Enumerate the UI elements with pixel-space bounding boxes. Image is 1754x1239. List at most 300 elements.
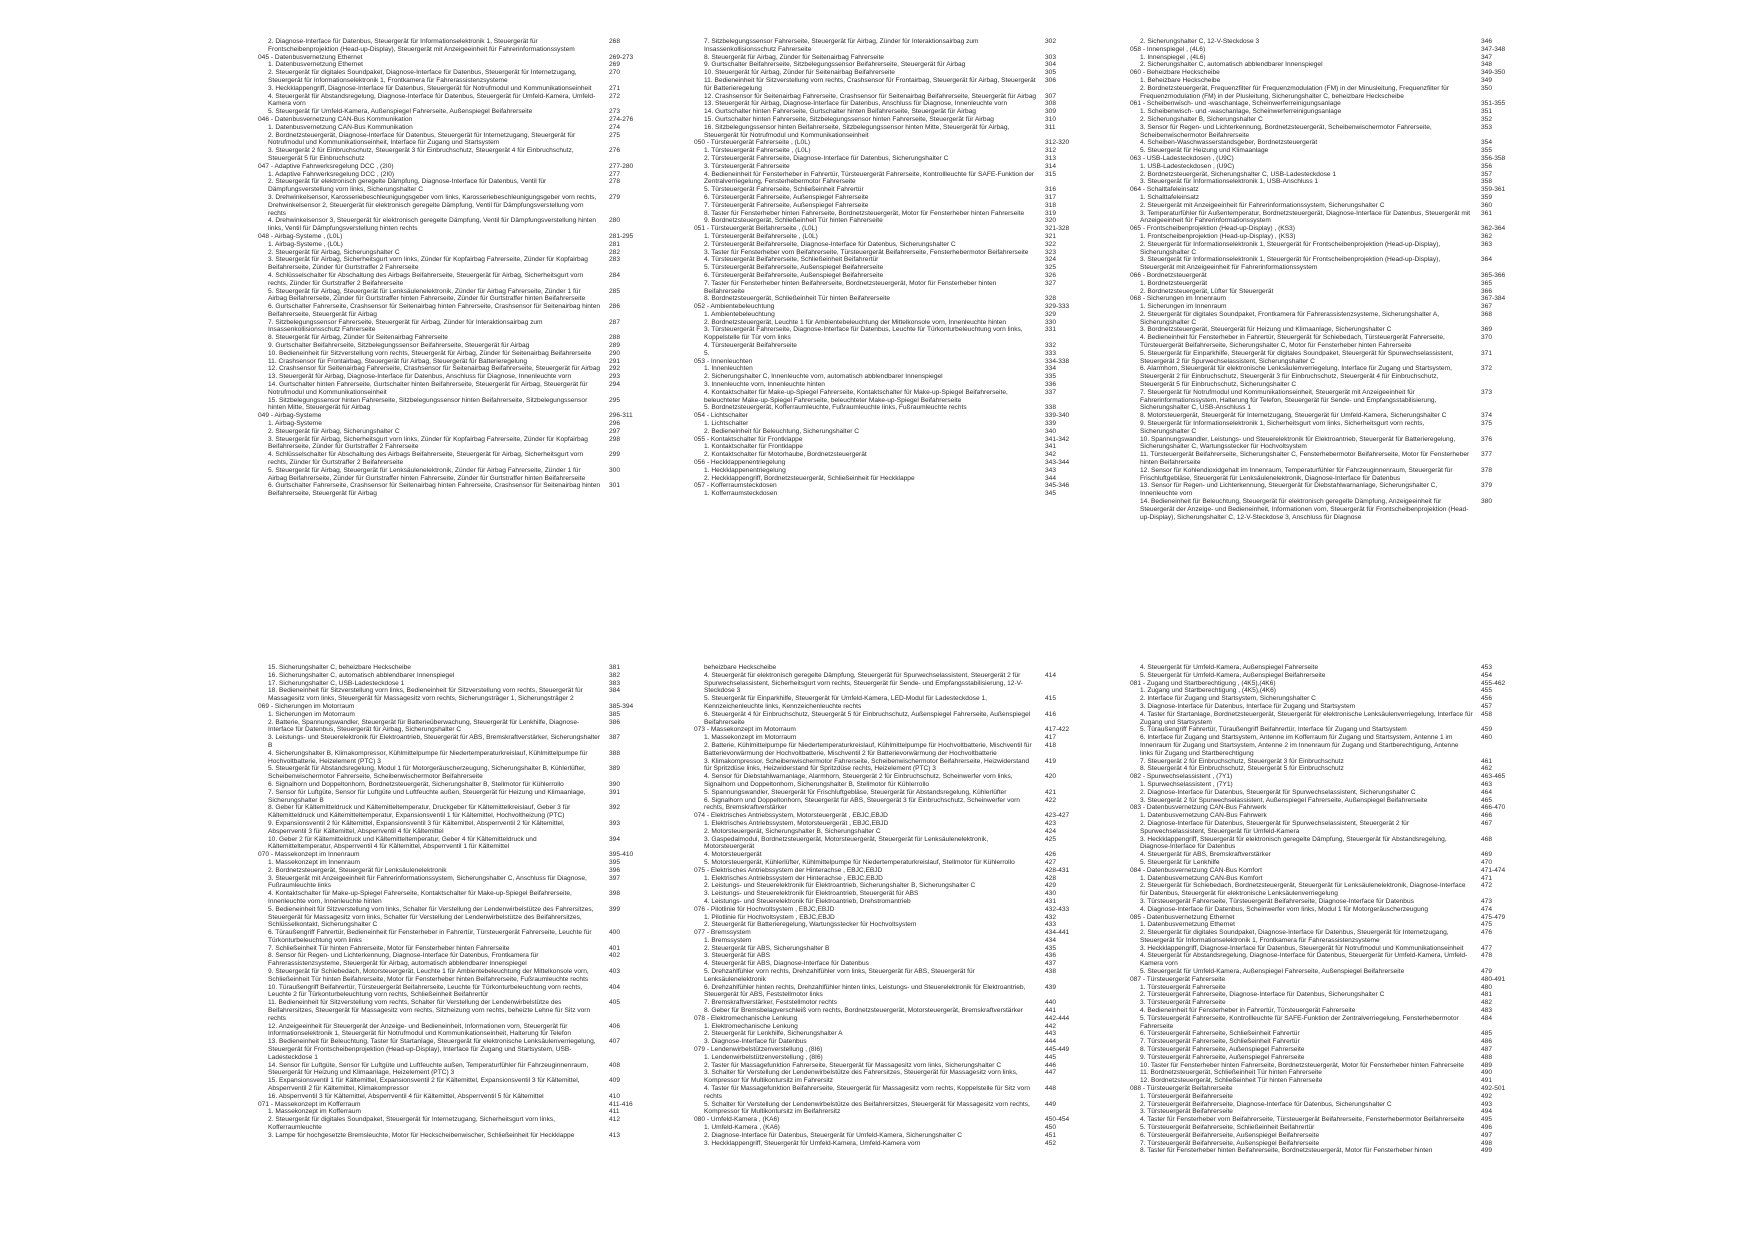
index-entry	[258, 945, 653, 953]
entry-page-number: 460	[1481, 734, 1493, 742]
entry-page-number: 428	[1045, 874, 1057, 882]
entry-page-number: 486	[1481, 1038, 1493, 1046]
index-entry	[694, 960, 1089, 968]
entry-title: 7. Türsteuergerät Fahrerseite, Schließeinheit Fahrertür	[1140, 1038, 1300, 1046]
index-entry	[258, 1093, 653, 1101]
entry-page-number: 463-465	[1481, 773, 1506, 781]
index-section-heading	[694, 1015, 1089, 1023]
index-entry	[694, 202, 1089, 210]
entry-title: 4. Taster für Fensterheber vorn Beifahrerseite, Türsteuergerät Beifahrerseite, Fensterhebermotor Beifahrerseite	[1140, 1116, 1465, 1124]
index-entry	[694, 758, 1089, 774]
index-entry	[694, 1023, 1089, 1031]
entry-page-number: 478	[1481, 952, 1493, 960]
entry-title: 3. Steuergerät für ABS	[704, 952, 770, 960]
index-section-heading	[1130, 976, 1525, 984]
entry-title: 13. Bedieneinheit für Beleuchtung, Taster für Startanlage, Steuergerät für elektronische Lenksäulenverriegelung, Steuergerät für Frontscheibenprojektion (Head-up-Display), Interface für Zugang und Startsystem, USB-Ladesteckdose 1	[268, 1038, 596, 1061]
entry-page-number: 420	[1045, 773, 1057, 781]
index-entry	[694, 851, 1089, 859]
index-entry	[694, 1140, 1089, 1148]
entry-title: 1. Türsteuergerät Beifahrerseite , (L0L)	[704, 232, 818, 240]
entry-title: 6. Türsteuergerät Fahrerseite, Außenspiegel Fahrerseite	[704, 193, 869, 201]
index-entry	[694, 921, 1089, 929]
index-entry	[694, 210, 1089, 218]
entry-page-number: 401	[609, 944, 621, 952]
entry-page-number: 268	[609, 38, 621, 45]
index-entry	[258, 1132, 653, 1140]
entry-title: 16. Sicherungshalter C, automatisch abblendbarer Innenspiegel	[268, 671, 455, 679]
index-entry	[258, 804, 653, 820]
index-entry	[258, 680, 653, 688]
entry-title: 6. Signalhorn und Doppeltonhorn, Bordnetzsteuergerät, Sicherungshalter B, Stellmotor für Kühlerrollo	[268, 780, 564, 788]
index-entry	[694, 711, 1089, 727]
entry-title: 1. Massekonzept im Motorraum	[704, 734, 797, 742]
entry-title: 056 - Heckklappenentriegelung	[694, 459, 786, 467]
entry-title: 5. Spannungswandler, Steuergerät für Frischluftgebläse, Steuergerät für Abstandsregelung, Kühlerlüfter	[704, 788, 1007, 796]
index-entry	[1130, 241, 1525, 257]
entry-page-number: 285	[609, 287, 621, 295]
entry-page-number: 350	[1481, 84, 1493, 92]
index-entry	[1130, 1147, 1525, 1155]
index-entry	[258, 789, 653, 805]
index-entry	[1130, 1124, 1525, 1132]
entry-page-number: 499	[1481, 1147, 1493, 1155]
index-section-heading	[1130, 155, 1525, 163]
index-entry	[1130, 1062, 1525, 1070]
entry-page-number: 389	[609, 765, 621, 773]
index-section-heading	[258, 851, 653, 859]
entry-page-number: 351	[1481, 108, 1493, 116]
entry-title: 4. Scheiben-Waschwasserstandsgeber, Bordnetzsteuergerät	[1140, 139, 1318, 147]
entry-page-number: 393	[609, 819, 621, 827]
entry-title: 1. Zugang und Startberechtigung , (4K5),(4K6)	[1140, 687, 1276, 695]
index-entry	[1130, 124, 1525, 140]
index-entry	[258, 397, 653, 413]
index-entry	[694, 38, 1089, 54]
index-entry	[694, 100, 1089, 108]
entry-page-number: 300	[609, 466, 621, 474]
entry-title: 2. Steuergerät für Schiebedach, Bordnetzsteuergerät, Steuergerät für Lenksäulenelektronik, Diagnose-Interface für Datenbus, Steuergerät für elektronische Lenksäulenverriegelung	[1140, 882, 1466, 898]
entry-page-number: 496	[1481, 1124, 1493, 1132]
index-entry	[1130, 194, 1525, 202]
entry-page-number: 452	[1045, 1139, 1057, 1147]
entry-page-number: 343-344	[1045, 459, 1070, 467]
entry-title: 3. Steuergerät für Airbag, Sicherheitsgurt vorn links, Zünder für Kopfairbag Fahrerseite, Zünder für Kopfairbag Beifahrerseite, Zünder für Gurtstraffer 2 Fahrerseite	[268, 435, 588, 451]
entry-page-number: 369	[1481, 326, 1493, 334]
index-entry	[258, 436, 653, 452]
index-entry	[258, 734, 653, 750]
entry-title: 13. Steuergerät für Airbag, Diagnose-Interface für Datenbus, Anschluss für Diagnose, Innenleuchte vorn	[704, 100, 1008, 108]
entry-page-number: 437	[1045, 960, 1057, 968]
entry-title: 4. Steuergerät für ABS, Bremskraftverstärker	[1140, 851, 1271, 859]
entry-page-number: 433	[1045, 921, 1057, 929]
entry-title: 073 - Massekonzept im Motorraum	[694, 726, 796, 734]
entry-title: 7. Türsteuergerät Fahrerseite, Außenspiegel Fahrerseite	[704, 201, 869, 209]
entry-title: 2. Bordnetzsteuergerät, Leuchte 1 für Ambientebeleuchtung der Mittelkonsole vorn, Innenleuchte hinten	[704, 318, 1007, 326]
entry-page-number: 338	[1045, 404, 1057, 412]
entry-page-number: 404	[609, 983, 621, 991]
index-entry	[1130, 968, 1525, 976]
entry-page-number: 388	[609, 749, 621, 757]
entry-page-number: 473	[1481, 897, 1493, 905]
index-entry	[694, 163, 1089, 171]
entry-page-number: 458	[1481, 710, 1493, 718]
index-entry	[1130, 303, 1525, 311]
entry-page-number: 327	[1045, 279, 1057, 287]
entry-page-number: 275	[609, 131, 621, 139]
entry-title: 1. Elektromechanische Lenkung	[704, 1022, 798, 1030]
entry-title: 2. Türsteuergerät Beifahrerseite, Diagnose-Interface für Datenbus, Sicherungshalter C	[1140, 1100, 1392, 1108]
entry-title: 2. Batterie, Kühlmittelpumpe für Niedertemperaturkreislauf, Kühlmittelpumpe für Hochvoltbatterie, Mischventil für Batterievorwärmung der Hochvoltbatterie, Mischventil 2 für Batterievorwärmung der Hochvoltbatterie	[704, 741, 1032, 757]
entry-title: 8. Bordnetzsteuergerät, Schließeinheit Tür hinten Beifahrerseite	[704, 295, 891, 303]
entry-title: 2. Batterie, Spannungswandler, Steuergerät für Batterieüberwachung, Steuergerät für Lenkhilfe, Diagnose-Interface für Datenbus, Steuergerät für Airbag, Sicherungshalter C	[268, 718, 580, 734]
index-entry	[258, 132, 653, 148]
index-entry	[258, 952, 653, 968]
entry-page-number: 276	[609, 147, 621, 155]
index-entry	[694, 968, 1089, 984]
entry-title: 4. Türsteuergerät Beifahrerseite, Schließeinheit Beifahrertür	[704, 256, 879, 264]
entry-title: 6. Steuergerät 4 für Einbruchschutz, Steuergerät 5 für Einbruchschutz, Außenspiegel Fahrerseite, Außenspiegel Beifahrerseite	[704, 710, 1031, 726]
index-column-3	[1130, 38, 1525, 521]
entry-page-number: 356-358	[1481, 154, 1506, 162]
entry-page-number: 409	[609, 1077, 621, 1085]
entry-page-number: 429	[1045, 882, 1057, 890]
entry-page-number: 345	[1045, 490, 1057, 498]
index-column-2	[694, 664, 1089, 1147]
index-entry	[258, 859, 653, 867]
index-entry	[694, 241, 1089, 249]
index-section-heading	[694, 929, 1089, 937]
entry-page-number: 301	[609, 482, 621, 490]
index-entry	[694, 1085, 1089, 1101]
entry-title: 8. Steuergerät 4 für Einbruchschutz, Steuergerät 5 für Einbruchschutz	[1140, 765, 1344, 773]
entry-title: 10. Bedieneinheit für Sitzverstellung vorn rechts, Steuergerät für Airbag, Zünder für Seitenairbag Beifahrerseite	[268, 349, 592, 357]
entry-page-number: 348	[1481, 61, 1493, 69]
entry-title: 063 - USB-Ladesteckdosen , (U9C)	[1130, 154, 1234, 162]
index-entry	[1130, 1054, 1525, 1062]
entry-title: 2. Motorsteuergerät, Sicherungshalter B, Sicherungshalter C	[704, 827, 881, 835]
index-entry	[1130, 672, 1525, 680]
entry-page-number: 444	[1045, 1038, 1057, 1046]
entry-page-number: 422	[1045, 796, 1057, 804]
index-entry	[1130, 703, 1525, 711]
entry-page-number: 273	[609, 108, 621, 116]
entry-title: 5. Steuergerät für Umfeld-Kamera, Außenspiegel Beifahrerseite	[1140, 671, 1326, 679]
entry-title: 8. Türsteuergerät Fahrerseite, Außenspiegel Fahrerseite	[1140, 1046, 1305, 1054]
index-section-heading	[694, 358, 1089, 366]
entry-page-number: 405	[609, 999, 621, 1007]
entry-page-number: 485	[1481, 1030, 1493, 1038]
index-section-heading	[258, 412, 653, 420]
index-entry	[258, 968, 653, 984]
index-entry	[1130, 467, 1525, 483]
entry-page-number: 471-474	[1481, 866, 1506, 874]
entry-title: 3. Diagnose-Interface für Datenbus, Interface für Zugang und Startsystem	[1140, 702, 1356, 710]
entry-page-number: 314	[1045, 162, 1057, 170]
entry-title: 2. Leistungs- und Steuerelektronik für Elektroantrieb, Sicherungshalter B, Sicherungshalter C	[704, 882, 976, 890]
entry-page-number: 326	[1045, 271, 1057, 279]
entry-title: 5. Steuergerät für Umfeld-Kamera, Außenspiegel Fahrerseite, Außenspiegel Beifahrerseite	[268, 108, 533, 116]
index-entry	[694, 373, 1089, 381]
entry-title: 3. Leistungs- und Steuerelektronik für Elektroantrieb, Steuergerät für ABS, Bremskraftverstärker, Sicherungshalter B	[268, 734, 601, 749]
entry-page-number: 346	[1481, 38, 1493, 45]
entry-title: 1. Schalttafeleinsatz	[1140, 193, 1200, 201]
index-entry	[694, 789, 1089, 797]
entry-page-number: 372	[1481, 365, 1493, 373]
entry-page-number: 378	[1481, 466, 1493, 474]
entry-page-number: 313	[1045, 154, 1057, 162]
entry-page-number: 359-361	[1481, 186, 1506, 194]
index-entry	[1130, 54, 1525, 62]
entry-title: 4. Kontaktschalter für Make-up-Spiegel Fahrerseite, Kontaktschalter für Make-up-Spiegel Beifahrerseite, Innenleuchte vorn, Innenleuchte hinten	[268, 890, 572, 905]
index-entry	[1130, 280, 1525, 288]
entry-title: 13. Sensor für Regen- und Lichterkennung, Steuergerät für Diebstahlwarnanlage, Sicherungshalter C, Innenleuchte vorn	[1140, 482, 1438, 498]
entry-page-number: 430	[1045, 890, 1057, 898]
entry-title: 1. Türsteuergerät Beifahrerseite	[1140, 1092, 1233, 1100]
entry-page-number: 466	[1481, 812, 1493, 820]
index-entry	[694, 116, 1089, 124]
index-entry	[258, 350, 653, 358]
entry-title: 081 - Zugang und Startberechtigung , (4K5),(4K6)	[1130, 679, 1276, 687]
entry-page-number: 400	[609, 929, 621, 937]
index-entry	[258, 194, 653, 217]
entry-title: 3. Heckklappengriff, Steuergerät für elektronisch geregelte Dämpfung, Steuergerät für Abstandsregelung, Diagnose-Interface für Datenbus	[1140, 835, 1447, 851]
entry-page-number: 385	[609, 710, 621, 718]
entry-page-number: 497	[1481, 1131, 1493, 1139]
index-entry	[258, 85, 653, 93]
entry-page-number: 494	[1481, 1108, 1493, 1116]
index-entry	[258, 319, 653, 335]
entry-title: 080 - Umfeld-Kamera , (KA6)	[694, 1116, 780, 1124]
entry-page-number: 385-394	[609, 702, 634, 710]
index-entry	[694, 875, 1089, 883]
index-entry	[258, 108, 653, 116]
entry-page-number: 363	[1481, 240, 1493, 248]
entry-page-number: 286	[609, 303, 621, 311]
index-entry	[694, 820, 1089, 828]
entry-page-number: 435	[1045, 944, 1057, 952]
index-entry	[258, 420, 653, 428]
entry-title: 2. Diagnose-Interface für Datenbus, Steuergerät für Spurwechselassistent, Sicherungshalter C	[1140, 788, 1416, 796]
entry-title: 3. Türsteuergerät Fahrerseite	[1140, 999, 1226, 1007]
entry-title: 8. Steuergerät für Airbag, Zünder für Seitenairbag Fahrerseite	[268, 334, 448, 342]
entry-page-number: 477	[1481, 944, 1493, 952]
entry-page-number: 416	[1045, 710, 1057, 718]
entry-title: 7. Sitzbelegungssensor Fahrerseite, Steuergerät für Airbag, Zünder für Interaktionsairbag zum Insassenkollisionsschutz Fahrerseite	[268, 318, 543, 334]
index-entry	[694, 54, 1089, 62]
entry-page-number: 465	[1481, 796, 1493, 804]
entry-page-number: 468	[1481, 835, 1493, 843]
entry-page-number: 331	[1045, 326, 1057, 334]
entry-title: 050 - Türsteuergerät Fahrerseite , (L0L)	[694, 139, 811, 147]
entry-title: 3. Heckklappengriff, Diagnose-Interface für Datenbus, Steuergerät für Notrufmodul und Kommunikationseinheit	[1140, 944, 1464, 952]
entry-title: 2. Steuergerät für Lenkhilfe, Sicherungshalter A	[704, 1030, 843, 1038]
entry-page-number: 341-342	[1045, 435, 1070, 443]
entry-page-number: 367	[1481, 303, 1493, 311]
entry-page-number: 359	[1481, 193, 1493, 201]
entry-title: 7. Schließeinheit Tür hinten Fahrerseite, Motor für Fensterheber hinten Fahrerseite	[268, 944, 510, 952]
entry-page-number: 391	[609, 788, 621, 796]
index-entry	[694, 1124, 1089, 1132]
index-section-heading	[258, 54, 653, 62]
index-entry	[1130, 1038, 1525, 1046]
entry-title: 3. Türsteuergerät Fahrerseite, Türsteuergerät Beifahrerseite, Diagnose-Interface für Datenbus	[1140, 897, 1414, 905]
entry-title: 2. Bedieneinheit für Beleuchtung, Sicherungshalter C	[704, 427, 860, 435]
entry-title: 076 - Pilotlinie für Hochvoltsystem , EBJC,EBJD	[694, 905, 835, 913]
entry-title: 1. Innenleuchten	[704, 365, 753, 373]
index-entry	[1130, 108, 1525, 116]
entry-page-number: 459	[1481, 726, 1493, 734]
entry-page-number: 431	[1045, 897, 1057, 905]
index-entry	[258, 249, 653, 257]
entry-title: 5. Steuergerät für Lenkhilfe	[1140, 858, 1220, 866]
entry-page-number: 461	[1481, 757, 1493, 765]
entry-title: 2. Steuergerät für digitales Soundpaket, Steuergerät für Internetzugang, Sicherheitsgurt vorn links, Kofferraumleuchte	[268, 1116, 555, 1132]
entry-title: 4. Sicherungshalter B, Klimakompressor, Kühlmittelpumpe für Niedertemperaturkreislauf, Kühlmittelpumpe für Hochvoltbatterie, Heizelement (PTC) 3	[268, 749, 588, 765]
entry-page-number: 482	[1481, 999, 1493, 1007]
entry-title: 6. Türaußengriff Fahrertür, Bedieneinheit für Fensterheber in Fahrertür, Türsteuergerät Fahrerseite, Leuchte für Türkonturbeleuchtung vorn links	[268, 929, 592, 944]
entry-page-number: 448	[1045, 1085, 1057, 1093]
entry-page-number: 302	[1045, 38, 1057, 45]
entry-page-number: 456	[1481, 695, 1493, 703]
entry-title: 2. Bordnetzsteuergerät, Diagnose-Interface für Datenbus, Steuergerät für Internetzugang, Steuergerät für Notrufmodul und Kommunikationseinheit, Interface für Zugang und Startsystem	[268, 131, 576, 147]
entry-title: 6. Gurtschalter Fahrerseite, Crashsensor für Seitenairbag hinten Fahrerseite, Crashsensor für Seitenairbag hinten Beifahrerseite, Steuergerät für Airbag	[268, 482, 601, 498]
entry-page-number: 345-346	[1045, 482, 1070, 490]
entry-title: beheizbare Heckscheibe	[704, 664, 777, 671]
entry-title: 7. Steuergerät 2 für Einbruchschutz, Steuergerät 3 für Einbruchschutz	[1140, 757, 1344, 765]
entry-page-number: 454	[1481, 671, 1493, 679]
entry-page-number: 434	[1045, 936, 1057, 944]
entry-page-number: 493	[1481, 1100, 1493, 1108]
entry-page-number: 322	[1045, 240, 1057, 248]
index-entry	[1130, 875, 1525, 883]
entry-title: 3. Steuergerät für Airbag, Sicherheitsgurt vorn links, Zünder für Kopfairbag Fahrerseite, Zünder für Kopfairbag Beifahrerseite, Zünder für Gurtstraffer 2 Fahrerseite	[268, 256, 588, 272]
entry-title: 8. Geber für Bremsbelagverschleiß vorn rechts, Bordnetzsteuergerät, Motorsteuergerät, Bremskraftverstärker	[704, 1007, 1023, 1015]
entry-title: 1. Innenspiegel , (4L6)	[1140, 53, 1206, 61]
entry-title: 2. Steuergerät für digitales Soundpaket, Frontkamera für Fahrerassistenzsysteme, Sicherungshalter A, Sicherungshalter C	[1140, 310, 1440, 326]
index-entry	[258, 664, 653, 672]
entry-page-number: 423	[1045, 819, 1057, 827]
entry-title: 074 - Elektrisches Antriebssystem, Motorsteuergerät , EBJC,EBJD	[694, 812, 888, 820]
entry-page-number: 491	[1481, 1077, 1493, 1085]
entry-page-number: 417-422	[1045, 726, 1070, 734]
entry-page-number: 296-311	[609, 412, 633, 420]
entry-page-number: 408	[609, 1061, 621, 1069]
index-entry	[694, 859, 1089, 867]
index-entry	[1130, 921, 1525, 929]
entry-title: 4. Steuergerät für Abstandsregelung, Diagnose-Interface für Datenbus, Steuergerät für Umfeld-Kamera, Umfeld-Kamera vorn	[1140, 952, 1468, 968]
entry-title: 3. Lampe für hochgesetzte Bremsleuchte, Motor für Heckscheibenwischer, Schließeinheit für Heckklappe	[268, 1131, 575, 1139]
entry-title: 1. Bordnetzsteuergerät	[1140, 279, 1208, 287]
entry-page-number: 308	[1045, 100, 1057, 108]
entry-page-number: 320	[1045, 217, 1057, 225]
index-entry	[1130, 482, 1525, 498]
entry-title: 4. Schlüsselschalter für Abschaltung des Airbags Beifahrerseite, Steuergerät für Airbag, Sicherheitsgurt vorn rechts, Zünder für Gurtstraffer 2 Beifahrerseite	[268, 451, 584, 467]
entry-page-number: 406	[609, 1022, 621, 1030]
index-entry	[1130, 233, 1525, 241]
entry-page-number: 474	[1481, 905, 1493, 913]
index-section-heading	[1130, 804, 1525, 812]
entry-page-number: 443	[1045, 1030, 1057, 1038]
entry-title: 12. Bordnetzsteuergerät, Schließeinheit Tür hinten Fahrerseite	[1140, 1077, 1323, 1085]
entry-page-number: 446	[1045, 1061, 1057, 1069]
entry-page-number: 472	[1481, 882, 1493, 890]
entry-page-number: 492-501	[1481, 1085, 1506, 1093]
index-entry	[1130, 116, 1525, 124]
entry-title: 6. Signalhorn und Doppeltonhorn, Steuergerät für ABS, Steuergerät 3 für Einbruchschutz, Scheinwerfer vorn rechts, Bremskraftverstärker	[704, 796, 1020, 812]
entry-page-number: 469	[1481, 851, 1493, 859]
index-entry	[694, 984, 1089, 1000]
index-entry	[694, 108, 1089, 116]
entry-page-number: 293	[609, 373, 621, 381]
index-section-heading	[694, 906, 1089, 914]
index-entry	[1130, 436, 1525, 452]
index-entry	[258, 69, 653, 85]
entry-title: 10. Spannungswandler, Leistungs- und Steuerelektronik für Elektroantrieb, Steuergerät für Batterieregelung, Sicherungshalter C, Wartungsstecker für Hochvoltsystem	[1140, 435, 1456, 451]
entry-title: 5. Türsteuergerät Fahrerseite, Schließeinheit Fahrertür	[704, 186, 864, 194]
index-entry	[694, 937, 1089, 945]
entry-page-number: 305	[1045, 69, 1057, 77]
entry-page-number: 330	[1045, 318, 1057, 326]
entry-title: 5. Steuergerät für Airbag, Steuergerät für Lenksäulenelektronik, Zünder für Airbag Fahrerseite, Zünder 1 für Airbag Beifahrerseite, Zünder für Gurtstraffer hinten Fahrerseite, Zünder für Gurtstraffer hinten Beifahrerseite	[268, 287, 586, 303]
entry-page-number: 329-333	[1045, 303, 1070, 311]
entry-page-number: 282	[609, 248, 621, 256]
entry-page-number: 418	[1045, 741, 1057, 749]
index-entry	[258, 750, 653, 766]
index-section-heading	[1130, 680, 1525, 688]
entry-title: 2. Sicherungshalter C, Innenleuchte vorn, automatisch abblendbarer Innenspiegel	[704, 373, 943, 381]
index-entry	[694, 945, 1089, 953]
entry-title: 4. Leistungs- und Steuerelektronik für Elektroantrieb, Drehstromantrieb	[704, 897, 911, 905]
entry-title: 083 - Datenbusvernetzung CAN-Bus Fahrwerk	[1130, 804, 1267, 812]
index-entry	[258, 781, 653, 789]
entry-title: 6. Türsteuergerät Fahrerseite, Schließeinheit Fahrertür	[1140, 1030, 1300, 1038]
index-entry	[1130, 61, 1525, 69]
entry-title: 3. Diagnose-Interface für Datenbus	[704, 1038, 807, 1046]
entry-page-number: 324	[1045, 256, 1057, 264]
entry-title: 9. Steuergerät für Schiebedach, Motorsteuergerät, Leuchte 1 für Ambientebeleuchtung der Mittelkonsole vorn, Schließeinheit Tür hinten Beifahrerseite, Motor für Fensterheber hinten Beifahrerseite, Fußraumleuchte rechts	[268, 968, 589, 983]
entry-title: 8. Geber für Kältemitteldruck und Kältemitteltemperatur, Druckgeber für Kältemittelkreislauf, Geber 3 für Kältemitteldruck und Kältemitteltemperatur, Expansionsventil 1 für Kältemittel, Hochvoltheizung (PTC)	[268, 804, 571, 820]
entry-page-number: 438	[1045, 968, 1057, 976]
entry-page-number: 407	[609, 1038, 621, 1046]
entry-title: 10. Taster für Fensterheber hinten Fahrerseite, Bordnetzsteuergerät, Motor für Fensterheber hinten Fahrerseite	[1140, 1061, 1464, 1069]
index-entry	[1130, 851, 1525, 859]
entry-page-number: 434-441	[1045, 929, 1070, 937]
index-section-heading	[694, 867, 1089, 875]
index-entry	[694, 1038, 1089, 1046]
entry-page-number: 325	[1045, 264, 1057, 272]
entry-title: 5. Steuergerät für Abstandsregelung, Modul 1 für Motorgeräuscherzeugung, Sicherungshalter B, Kühlerlüfter, Scheibenwischermotor Fahrerseite, Scheibenwischermotor Beifahrerseite	[268, 765, 586, 781]
entry-title: 2. Steuergerät für ABS, Sicherungshalter B	[704, 944, 830, 952]
entry-page-number: 365-366	[1481, 271, 1506, 279]
entry-title: 8. Sensor für Regen- und Lichterkennung, Diagnose-Interface für Datenbus, Frontkamera für Fahrerassistenzsysteme, Steuergerät für Airbag, automatisch abblendbarer Innenspiegel	[268, 952, 539, 968]
entry-page-number: 399	[609, 905, 621, 913]
index-entry	[1130, 1101, 1525, 1109]
index-entry	[258, 906, 653, 929]
entry-title: 3. Steuergerät für Informationselektronik 1, Steuergerät für Frontscheibenprojektion (Head-up-Display), Steuergerät mit Anzeigeeinheit für Fahrerinformationssystem	[1140, 256, 1441, 272]
entry-page-number: 457	[1481, 702, 1493, 710]
entry-title: 14. Gurtschalter hinten Fahrerseite, Gurtschalter hinten Beifahrerseite, Steuergerät für Airbag, Steuergerät für Notrufmodul und Kommunikationseinheit	[268, 381, 588, 396]
index-section-heading	[1130, 867, 1525, 875]
index-section-heading	[1130, 1085, 1525, 1093]
index-entry	[258, 147, 653, 163]
entry-page-number: 289	[609, 342, 621, 350]
entry-title: 082 - Spurwechselassistent , (7Y1)	[1130, 773, 1233, 781]
entry-title: 3. Taster für Fensterheber vorn Beifahrerseite, Türsteuergerät Beifahrerseite, Fensterhebermotor Beifahrerseite	[704, 248, 1029, 256]
index-entry	[258, 820, 653, 836]
entry-page-number: 277	[609, 170, 621, 178]
index-section-heading	[694, 412, 1089, 420]
entry-title: 4. Motorsteuergerät	[704, 851, 762, 859]
